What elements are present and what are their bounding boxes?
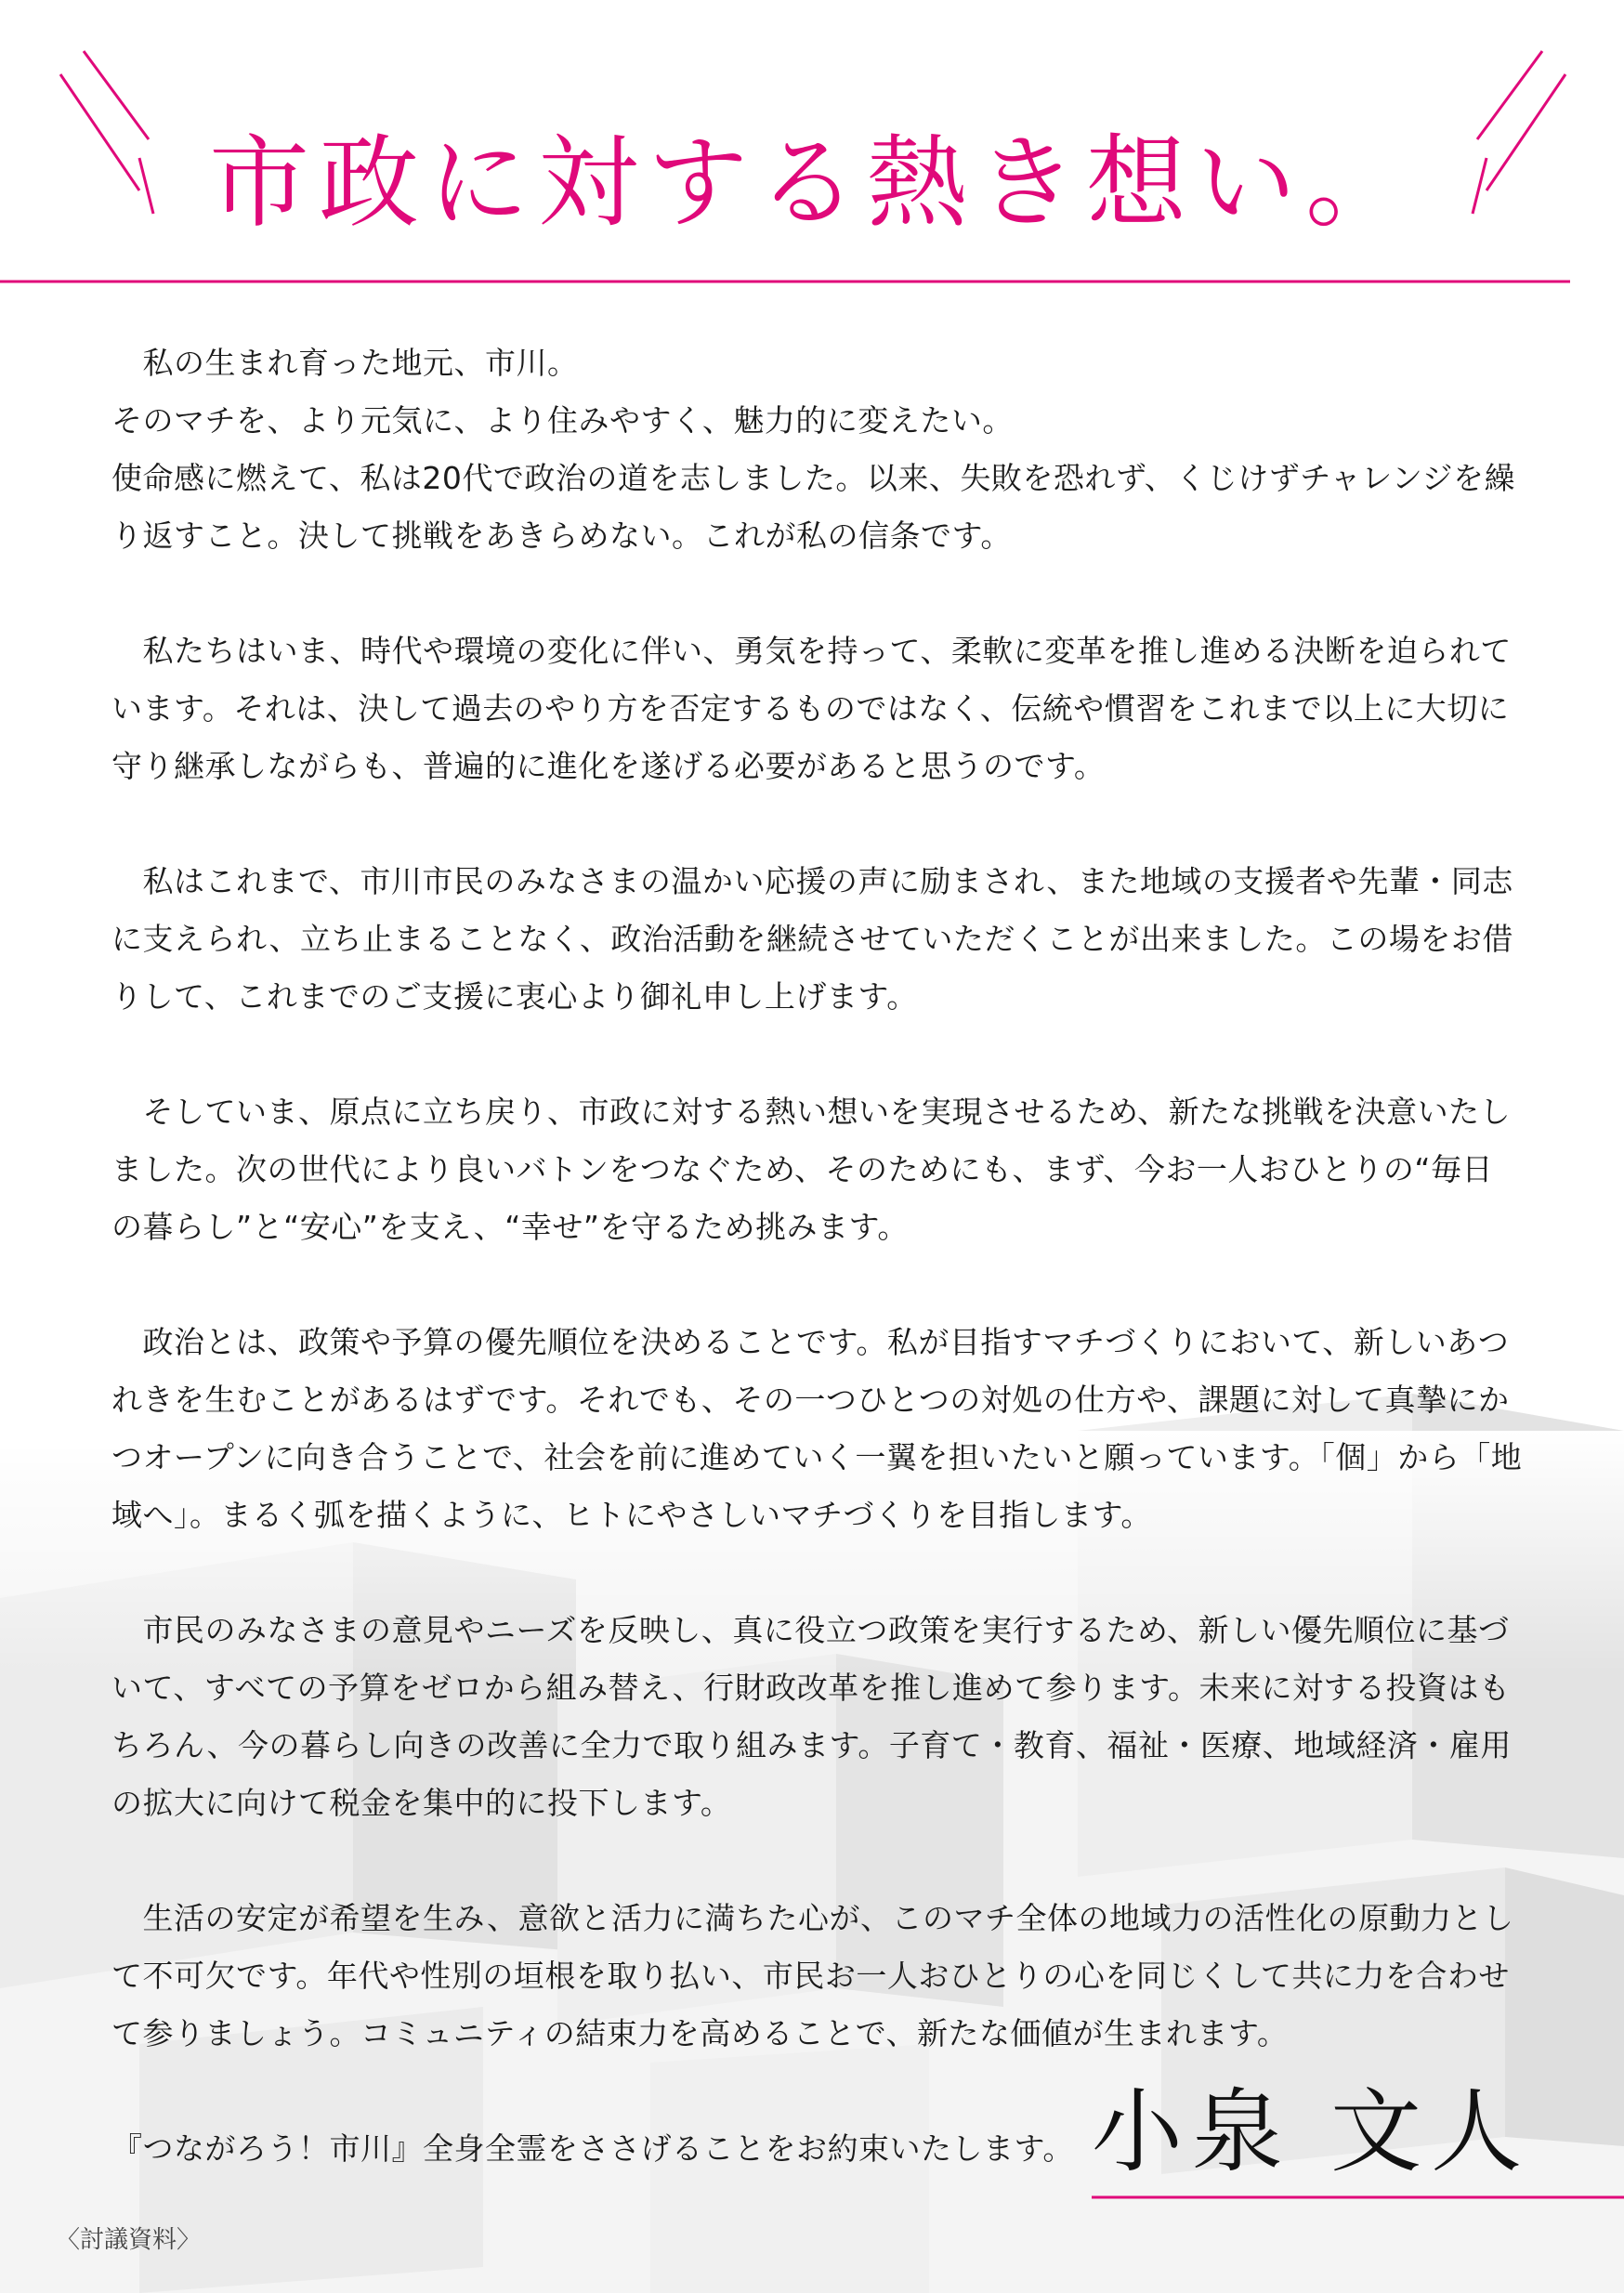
paragraph-2: 私たちはいま、時代や環境の変化に伴い、勇気を持って、柔軟に変革を推し進める決断を迫られています。それは、決して過去のやり方を否定するものではなく、伝統や慣習をこれまで以上に大切に守り継承しながらも、普遍的に進化を遂げる必要があると思うのです。	[111, 633, 1512, 784]
paragraph-1: 私の生まれ育った地元、市川。 そのマチを、より元気に、より住みやすく、魅力的に変えたい。 使命感に燃えて、私は20代で政治の道を志しました。以来、失敗を恐れず、くじけずチャレンジを繰り返すこと。決して挑戦をあきらめない。これが私の信条です。	[111, 345, 1516, 554]
paragraph-4: そしていま、原点に立ち戻り、市政に対する熱い想いを実現させるため、新たな挑戦を決意いたしました。次の世代により良いバトンをつなぐため、そのためにも、まず、今お一人おひとりの“毎日の暮らし”と“安心”を支え、“幸せ”を守るため挑みます。	[111, 1094, 1512, 1245]
footer-label: 〈討議資料〉	[56, 2226, 202, 2254]
closing-line: 『つながろう！市川』全身全霊をささげることをお約束いたします。	[111, 2130, 1074, 2167]
paragraph-5: 政治とは、政策や予算の優先順位を決めることです。私が目指すマチづくりにおいて、新しいあつれきを生むことがあるはずです。それでも、その一つひとつの対処の仕方や、課題に対して真摯にかつオープンに向き合うことで、社会を前に進めていく一翼を担いたいと願っています。「個」から「地域へ」。まるく弧を描くように、ヒトにやさしいマチづくりを目指します。	[111, 1324, 1523, 1533]
paragraph-7: 生活の安定が希望を生み、意欲と活力に満ちた心が、このマチ全体の地域力の活性化の原動力として不可欠です。年代や性別の垣根を取り払い、市民お一人おひとりの心を同じくして共に力を合わせて参りましょう。コミュニティの結束力を高めることで、新たな価値が生まれます。	[111, 1900, 1514, 2051]
message-body	[111, 334, 1524, 2178]
paragraph-3: 私はこれまで、市川市民のみなさまの温かい応援の声に励まされ、また地域の支援者や先輩・同志に支えられ、立ち止まることなく、政治活動を継続させていただくことが出来ました。この場をお借りして、これまでのご支援に衷心より御礼申し上げます。	[111, 863, 1513, 1015]
signature-name: 小泉 文人	[1091, 2079, 1531, 2185]
page-title: 市政に対する熱き想い。	[208, 125, 1415, 242]
paragraph-6: 市民のみなさまの意見やニーズを反映し、真に役立つ政策を実行するため、新しい優先順位に基づいて、すべての予算をゼロから組み替え、行財政改革を推し進めて参ります。未来に対する投資はもちろん、今の暮らし向きの改善に全力で取り組みます。子育て・教育、福祉・医療、地域経済・雇用の拡大に向けて税金を集中的に投下します。	[111, 1612, 1512, 1821]
